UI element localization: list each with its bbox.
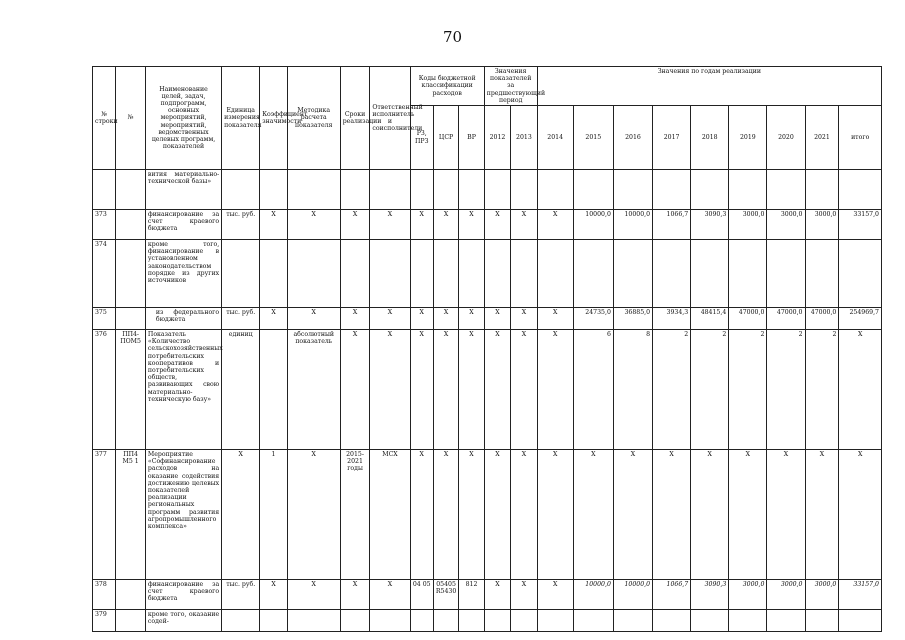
cell-2018: 3090,3 [691, 580, 729, 610]
cell-total: 254969,7 [839, 308, 882, 330]
cell-name: Показатель «Количество сельскохозяйственных потребительских кооперативов и потребительских обществ, развивающих свою материально-техническую базу» [145, 330, 221, 450]
cell-2021: X [805, 450, 839, 580]
header-vr: ВР [459, 106, 484, 170]
cell-csr: X [433, 308, 458, 330]
header-2018: 2018 [691, 106, 729, 170]
cell-2018: 48415,4 [691, 308, 729, 330]
program-table [92, 66, 882, 632]
header-2021: 2021 [805, 106, 839, 170]
cell-2014 [537, 170, 573, 210]
header-unit: Единица измерения показателя [222, 67, 260, 170]
cell-2018 [691, 610, 729, 632]
cell-rz [410, 170, 433, 210]
cell-unit [222, 610, 260, 632]
cell-2013 [511, 170, 537, 210]
cell-2013: X [511, 308, 537, 330]
cell-2012: X [484, 308, 510, 330]
header-code-no: № [116, 67, 146, 170]
cell-2015: 6 [573, 330, 613, 450]
cell-name: кроме того, оказание содей- [145, 610, 221, 632]
cell-code [116, 610, 146, 632]
cell-2012 [484, 240, 510, 308]
header-2016: 2016 [613, 106, 652, 170]
cell-name: финансирование за счет краевого бюджета [145, 210, 221, 240]
cell-method: X [287, 210, 340, 240]
cell-row-no: 379 [93, 610, 116, 632]
cell-2017: 1066,7 [653, 580, 691, 610]
header-2012: 2012 [484, 106, 510, 170]
cell-executor [370, 170, 410, 210]
cell-executor [370, 610, 410, 632]
cell-2014 [537, 610, 573, 632]
cell-2021 [805, 610, 839, 632]
cell-2021: 47000,0 [805, 308, 839, 330]
cell-method: X [287, 308, 340, 330]
cell-2016 [613, 610, 652, 632]
table-row [93, 580, 882, 610]
cell-2020: X [767, 450, 805, 580]
cell-2013: X [511, 210, 537, 240]
header-csr: ЦСР [433, 106, 458, 170]
cell-row-no [93, 170, 116, 210]
cell-2015 [573, 170, 613, 210]
cell-name: вития материально-технической базы» [145, 170, 221, 210]
cell-2016: 10000,0 [613, 210, 652, 240]
cell-total: 33157,0 [839, 580, 882, 610]
cell-2017: 2 [653, 330, 691, 450]
cell-2017: 3934,3 [653, 308, 691, 330]
cell-2015: 24735,0 [573, 308, 613, 330]
cell-terms [340, 170, 370, 210]
cell-rz: X [410, 450, 433, 580]
cell-total: X [839, 450, 882, 580]
table-row [93, 610, 882, 632]
cell-executor [370, 240, 410, 308]
cell-2018 [691, 170, 729, 210]
cell-2013: X [511, 450, 537, 580]
cell-rz: 04 05 [410, 580, 433, 610]
header-2020: 2020 [767, 106, 805, 170]
cell-code [116, 210, 146, 240]
cell-terms: X [340, 308, 370, 330]
cell-2012 [484, 170, 510, 210]
cell-2013 [511, 610, 537, 632]
cell-name: финансирование за счет краевого бюджета [145, 580, 221, 610]
cell-2016: 10000,0 [613, 580, 652, 610]
header-2015: 2015 [573, 106, 613, 170]
cell-coeff: X [260, 210, 288, 240]
cell-executor: X [370, 308, 410, 330]
cell-2014: X [537, 330, 573, 450]
header-method: Методика расчета показателя [287, 67, 340, 170]
cell-2021 [805, 170, 839, 210]
cell-2019 [729, 170, 767, 210]
table-row [93, 210, 882, 240]
cell-2016 [613, 170, 652, 210]
table-row [93, 240, 882, 308]
cell-coeff: X [260, 580, 288, 610]
cell-executor: X [370, 580, 410, 610]
cell-total: X [839, 330, 882, 450]
cell-method [287, 610, 340, 632]
cell-2020: 3000,0 [767, 210, 805, 240]
header-prev-values: Значения показателей за предшествующий период [484, 67, 537, 106]
cell-terms [340, 240, 370, 308]
cell-vr: X [459, 450, 484, 580]
cell-2020: 47000,0 [767, 308, 805, 330]
cell-vr [459, 170, 484, 210]
cell-2017: X [653, 450, 691, 580]
cell-unit: единиц [222, 330, 260, 450]
cell-csr [433, 170, 458, 210]
header-row-no: № строки [93, 67, 116, 170]
cell-2019: 3000,0 [729, 580, 767, 610]
cell-coeff [260, 610, 288, 632]
table-row [93, 330, 882, 450]
cell-csr [433, 610, 458, 632]
cell-2014: X [537, 580, 573, 610]
cell-rz: X [410, 210, 433, 240]
cell-coeff [260, 240, 288, 308]
cell-method [287, 170, 340, 210]
cell-unit: тыс. руб. [222, 308, 260, 330]
cell-2021 [805, 240, 839, 308]
cell-name: кроме того, финансирование в установленном законодательством порядке из других источников [145, 240, 221, 308]
table-row [93, 170, 882, 210]
cell-2012: X [484, 450, 510, 580]
table-row [93, 450, 882, 580]
cell-2020 [767, 610, 805, 632]
cell-2017 [653, 240, 691, 308]
cell-code [116, 170, 146, 210]
cell-terms: 2015-2021 годы [340, 450, 370, 580]
cell-2015: X [573, 450, 613, 580]
header-years-values: Значения по годам реализации [537, 67, 881, 106]
cell-2018: X [691, 450, 729, 580]
cell-2019: 3000,0 [729, 210, 767, 240]
cell-rz: X [410, 308, 433, 330]
cell-2012: X [484, 330, 510, 450]
cell-unit: тыс. руб. [222, 580, 260, 610]
cell-2018: 2 [691, 330, 729, 450]
cell-2016: 8 [613, 330, 652, 450]
cell-2019 [729, 610, 767, 632]
cell-executor: МСХ [370, 450, 410, 580]
cell-2017 [653, 170, 691, 210]
cell-2018 [691, 240, 729, 308]
cell-csr: X [433, 330, 458, 450]
header-2019: 2019 [729, 106, 767, 170]
cell-method: X [287, 450, 340, 580]
cell-coeff: X [260, 308, 288, 330]
cell-2015: 10000,0 [573, 210, 613, 240]
header-rz: РЗ, ПРЗ [410, 106, 433, 170]
cell-vr: X [459, 308, 484, 330]
cell-terms: X [340, 580, 370, 610]
cell-csr: X [433, 210, 458, 240]
header-total: итого [839, 106, 882, 170]
cell-row-no: 375 [93, 308, 116, 330]
cell-2019 [729, 240, 767, 308]
cell-unit: тыс. руб. [222, 210, 260, 240]
cell-2020: 3000,0 [767, 580, 805, 610]
cell-coeff [260, 330, 288, 450]
cell-name: Мероприятие «Софинансирование расходов на оказание содействия достижению целевых показателей реализации региональных программ развития агропромышленного комплекса» [145, 450, 221, 580]
cell-2017 [653, 610, 691, 632]
cell-code [116, 240, 146, 308]
cell-total [839, 240, 882, 308]
cell-method [287, 240, 340, 308]
cell-2021: 3000,0 [805, 580, 839, 610]
cell-vr [459, 610, 484, 632]
cell-unit [222, 170, 260, 210]
cell-row-no: 373 [93, 210, 116, 240]
cell-2019: 47000,0 [729, 308, 767, 330]
cell-2020 [767, 240, 805, 308]
cell-2020: 2 [767, 330, 805, 450]
cell-method: X [287, 580, 340, 610]
cell-method: абсолютный показатель [287, 330, 340, 450]
cell-name: из федерального бюджета [145, 308, 221, 330]
cell-vr [459, 240, 484, 308]
cell-row-no: 374 [93, 240, 116, 308]
cell-row-no: 377 [93, 450, 116, 580]
cell-2021: 3000,0 [805, 210, 839, 240]
cell-total: 33157,0 [839, 210, 882, 240]
cell-vr: X [459, 330, 484, 450]
cell-2012 [484, 610, 510, 632]
page-number: 70 [442, 28, 463, 46]
cell-executor: X [370, 210, 410, 240]
cell-code: ПП4-ПОМ5 [116, 330, 146, 450]
cell-csr: X [433, 450, 458, 580]
header-terms: Сроки реализации [340, 67, 370, 170]
cell-coeff: 1 [260, 450, 288, 580]
cell-vr: X [459, 210, 484, 240]
cell-code [116, 580, 146, 610]
cell-2016: 36885,0 [613, 308, 652, 330]
cell-unit [222, 240, 260, 308]
cell-2013: X [511, 580, 537, 610]
cell-rz [410, 610, 433, 632]
cell-csr [433, 240, 458, 308]
header-2014: 2014 [537, 106, 573, 170]
cell-2012: X [484, 210, 510, 240]
header-budget-codes: Коды бюджетной классификации расходов [410, 67, 484, 106]
cell-2013: X [511, 330, 537, 450]
cell-2021: 2 [805, 330, 839, 450]
cell-total [839, 170, 882, 210]
cell-terms: X [340, 330, 370, 450]
cell-row-no: 376 [93, 330, 116, 450]
header-2013: 2013 [511, 106, 537, 170]
cell-total [839, 610, 882, 632]
cell-executor: X [370, 330, 410, 450]
cell-2015: 10000,0 [573, 580, 613, 610]
cell-code [116, 308, 146, 330]
cell-2017: 1066,7 [653, 210, 691, 240]
cell-coeff [260, 170, 288, 210]
cell-2018: 3090,3 [691, 210, 729, 240]
cell-2019: X [729, 450, 767, 580]
table-row [93, 308, 882, 330]
cell-rz [410, 240, 433, 308]
cell-csr: 05405 R5430 [433, 580, 458, 610]
cell-terms: X [340, 210, 370, 240]
cell-2013 [511, 240, 537, 308]
header-2017: 2017 [653, 106, 691, 170]
cell-terms [340, 610, 370, 632]
cell-row-no: 378 [93, 580, 116, 610]
cell-unit: X [222, 450, 260, 580]
header-coeff: Коэффициент значимости [260, 67, 288, 170]
cell-2020 [767, 170, 805, 210]
cell-vr: 812 [459, 580, 484, 610]
cell-2019: 2 [729, 330, 767, 450]
cell-2014: X [537, 210, 573, 240]
cell-2016: X [613, 450, 652, 580]
cell-2015 [573, 240, 613, 308]
cell-rz: X [410, 330, 433, 450]
cell-2014 [537, 240, 573, 308]
header-name: Наименование целей, задач, подпрограмм, основных мероприятий, мероприятий, ведомственных целевых программ, показателей [145, 67, 221, 170]
header-executor: Ответственный исполнитель и соисполнители [370, 67, 410, 170]
cell-2016 [613, 240, 652, 308]
cell-2015 [573, 610, 613, 632]
cell-2012: X [484, 580, 510, 610]
cell-code: ПП4 М5 1 [116, 450, 146, 580]
cell-2014: X [537, 450, 573, 580]
cell-2014: X [537, 308, 573, 330]
